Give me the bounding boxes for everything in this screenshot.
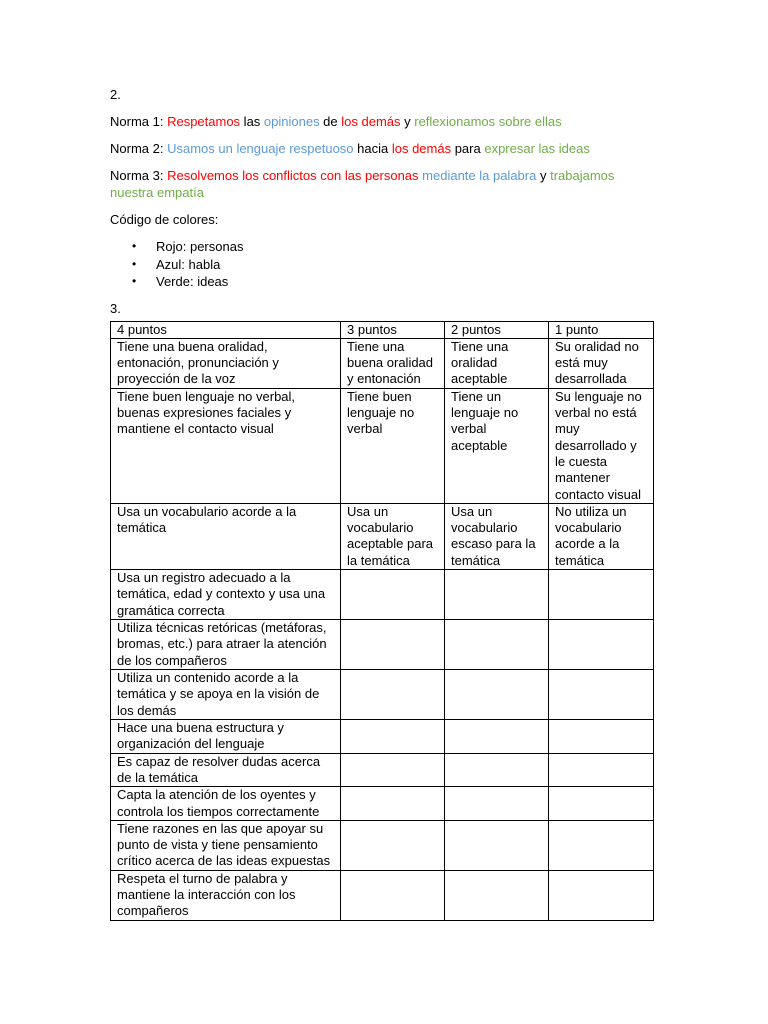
norm-1 [110,113,655,130]
norm-2-part: expresar las ideas [484,141,590,156]
bullet-icon: • [132,274,137,288]
table-cell [549,570,654,620]
table-row [111,787,654,821]
color-code-item [110,256,655,274]
table-cell [341,620,445,670]
color-code-item [110,273,655,291]
table-cell [549,820,654,870]
color-code-text: Azul: habla [156,256,221,272]
table-row [111,620,654,670]
table-header-cell: 3 puntos [341,321,445,338]
table-cell [445,670,549,720]
table-cell: Tiene un lenguaje no verbal aceptable [445,388,549,503]
table-row [111,753,654,787]
table-row [111,503,654,569]
norm-2-part: los demás [391,141,452,156]
table-cell: Usa un vocabulario acorde a la temática [111,503,341,569]
table-cell: Tiene una buena oralidad, entonación, pronunciación y proyección de la voz [111,338,341,388]
table-row [111,570,654,620]
table-cell [445,870,549,920]
table-header-cell: 4 puntos [111,321,341,338]
table-cell: Capta la atención de los oyentes y controla los tiempos correctamente [111,787,341,821]
norm-3 [110,167,655,201]
color-code-text: Verde: ideas [156,274,229,289]
table-cell: No utiliza un vocabulario acorde a la temática [549,503,654,569]
table-header-cell: 1 punto [549,321,654,338]
table-row [111,338,654,388]
norm-1-part: y [400,114,415,129]
bullet-icon: • [132,256,137,271]
table-cell [549,787,654,821]
norm-1-part: reflexionamos sobre ellas [414,114,562,129]
norm-2-part: hacia [353,141,392,156]
color-code-list [110,238,655,291]
table-cell: Utiliza técnicas retóricas (metáforas, bromas, etc.) para atraer la atención de los compañeros [111,620,341,670]
table-row [111,670,654,720]
table-cell [445,753,549,787]
norm-1-prefix: Norma 1: [110,114,168,129]
table-cell: Utiliza un contenido acorde a la temática y se apoya en la visión de los demás [111,670,341,720]
table-cell: Su lenguaje no verbal no está muy desarrollado y le cuesta mantener contacto visual [549,388,654,503]
rubric-table [110,321,654,921]
table-cell: Su oralidad no está muy desarrollada [549,338,654,388]
table-cell: Tiene buen lenguaje no verbal, buenas expresiones faciales y mantiene el contacto visual [111,388,341,503]
document-page [110,86,655,921]
norm-2-prefix: Norma 2: [110,141,168,156]
norm-3-part: Resolvemos los conflictos con las personas [167,168,419,183]
table-row [111,388,654,503]
table-cell: Hace una buena estructura y organización del lenguaje [111,720,341,754]
table-cell [445,720,549,754]
table-cell: Tiene buen lenguaje no verbal [341,388,445,503]
table-cell [445,820,549,870]
section-2-heading: 2. [110,87,121,102]
table-header-cell: 2 puntos [445,321,549,338]
table-header-row [111,321,654,338]
table-cell: Usa un vocabulario aceptable para la temática [341,503,445,569]
table-cell [341,570,445,620]
table-cell [445,620,549,670]
table-cell: Tiene razones en las que apoyar su punto de vista y tiene pensamiento crítico acerca de las ideas expuestas [111,820,341,870]
color-code-title: Código de colores: [110,212,219,227]
norm-2-part: para [451,141,485,156]
table-cell: Respeta el turno de palabra y mantiene la interacción con los compañeros [111,870,341,920]
norm-1-part: de [319,114,342,129]
table-cell [549,753,654,787]
table-cell [341,670,445,720]
norm-1-part: opiniones [263,114,320,129]
table-cell: Usa un vocabulario escaso para la temática [445,503,549,569]
table-cell [341,753,445,787]
table-cell [549,870,654,920]
table-row [111,720,654,754]
color-code-item [110,238,655,256]
table-cell [341,820,445,870]
table-cell [549,620,654,670]
norm-1-part: los demás [341,114,401,129]
norm-2 [110,140,655,157]
table-cell [549,670,654,720]
table-row [111,820,654,870]
table-cell [341,870,445,920]
table-cell [445,787,549,821]
table-cell [549,720,654,754]
table-cell [341,787,445,821]
norm-1-part: las [240,114,264,129]
table-cell [341,720,445,754]
table-cell: Tiene una buena oralidad y entonación [341,338,445,388]
table-cell: Es capaz de resolver dudas acerca de la temática [111,753,341,787]
table-cell [445,570,549,620]
section-3-heading: 3. [110,300,121,316]
norm-3-part: y [536,168,551,183]
norm-3-part: mediante la palabra [422,168,537,183]
bullet-icon: • [132,239,137,253]
norm-3-prefix: Norma 3: [110,168,168,183]
color-code-text: Rojo: personas [156,239,244,254]
table-cell: Tiene una oralidad aceptable [445,338,549,388]
norm-1-part: Respetamos [167,114,241,129]
norm-2-part: Usamos un lenguaje respetuoso [167,141,354,156]
table-row [111,870,654,920]
norm-3-part: trabajamos nuestra empatía [110,168,615,200]
table-cell: Usa un registro adecuado a la temática, edad y contexto y usa una gramática correcta [111,570,341,620]
